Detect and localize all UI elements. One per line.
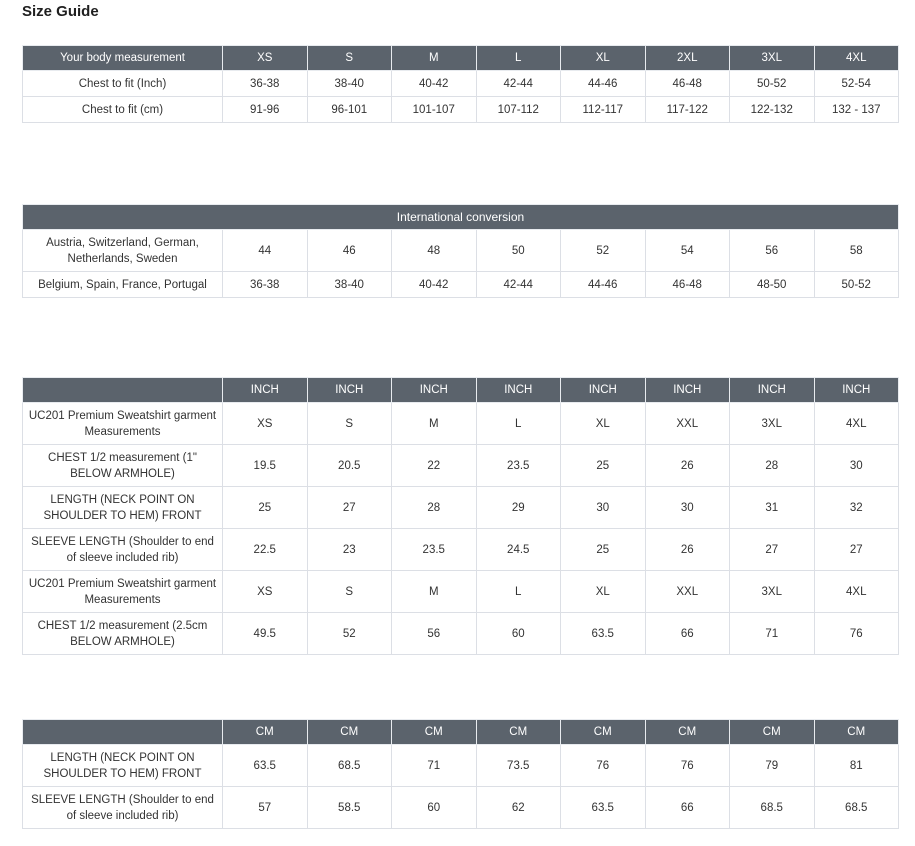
table-cell: 44 bbox=[223, 230, 308, 272]
header-cell: INCH bbox=[392, 378, 477, 403]
international-conversion-table bbox=[22, 204, 899, 298]
table-header-row bbox=[23, 205, 899, 230]
header-cell: Your body measurement bbox=[23, 46, 223, 71]
table-cell: 42-44 bbox=[476, 272, 561, 298]
table-cell: 66 bbox=[645, 787, 730, 829]
table-row bbox=[23, 71, 899, 97]
table-row bbox=[23, 445, 899, 487]
table-cell: 30 bbox=[561, 487, 646, 529]
header-cell: CM bbox=[476, 720, 561, 745]
row-label: Chest to fit (cm) bbox=[23, 97, 223, 123]
table-cell: 3XL bbox=[730, 571, 815, 613]
table-cell: 23 bbox=[307, 529, 392, 571]
header-cell: M bbox=[392, 46, 477, 71]
table-cell: 3XL bbox=[730, 403, 815, 445]
table-header-row bbox=[23, 46, 899, 71]
table-cell: 68.5 bbox=[730, 787, 815, 829]
table-cell: 50-52 bbox=[814, 272, 899, 298]
table-cell: XL bbox=[561, 571, 646, 613]
table-cell: 50-52 bbox=[730, 71, 815, 97]
table-cell: 29 bbox=[476, 487, 561, 529]
table-cell: S bbox=[307, 571, 392, 613]
table-cell: 112-117 bbox=[561, 97, 646, 123]
table-cell: XL bbox=[561, 403, 646, 445]
table-cell: 52 bbox=[561, 230, 646, 272]
row-label: UC201 Premium Sweatshirt garment Measurements bbox=[23, 571, 223, 613]
header-cell: INCH bbox=[645, 378, 730, 403]
table-cell: 71 bbox=[392, 745, 477, 787]
table-cell: XXL bbox=[645, 571, 730, 613]
table-cell: 81 bbox=[814, 745, 899, 787]
header-cell: INCH bbox=[730, 378, 815, 403]
garment-inch-table bbox=[22, 377, 899, 655]
table-cell: 36-38 bbox=[223, 71, 308, 97]
page-title: Size Guide bbox=[22, 3, 99, 20]
table-cell: 66 bbox=[645, 613, 730, 655]
body-measurement-table bbox=[22, 45, 899, 123]
table-cell: L bbox=[476, 403, 561, 445]
table-cell: 107-112 bbox=[476, 97, 561, 123]
table-cell: 56 bbox=[392, 613, 477, 655]
table-cell: 60 bbox=[392, 787, 477, 829]
table-cell: 28 bbox=[392, 487, 477, 529]
table-cell: 27 bbox=[814, 529, 899, 571]
table-cell: 31 bbox=[730, 487, 815, 529]
table-cell: 36-38 bbox=[223, 272, 308, 298]
table-cell: 60 bbox=[476, 613, 561, 655]
table-cell: 91-96 bbox=[223, 97, 308, 123]
row-label: SLEEVE LENGTH (Shoulder to end of sleeve included rib) bbox=[23, 787, 223, 829]
table-cell: 25 bbox=[223, 487, 308, 529]
header-cell: CM bbox=[814, 720, 899, 745]
table-cell: 63.5 bbox=[561, 613, 646, 655]
table-cell: 63.5 bbox=[223, 745, 308, 787]
table-cell: 46-48 bbox=[645, 71, 730, 97]
header-cell: INCH bbox=[476, 378, 561, 403]
row-label: SLEEVE LENGTH (Shoulder to end of sleeve included rib) bbox=[23, 529, 223, 571]
table-cell: 132 - 137 bbox=[814, 97, 899, 123]
table-cell: 96-101 bbox=[307, 97, 392, 123]
table-cell: 52 bbox=[307, 613, 392, 655]
header-cell: INCH bbox=[561, 378, 646, 403]
header-cell: INCH bbox=[814, 378, 899, 403]
row-label: UC201 Premium Sweatshirt garment Measurements bbox=[23, 403, 223, 445]
table-cell: 27 bbox=[730, 529, 815, 571]
table-cell: 24.5 bbox=[476, 529, 561, 571]
header-cell: CM bbox=[561, 720, 646, 745]
table-cell: 79 bbox=[730, 745, 815, 787]
header-cell: INCH bbox=[223, 378, 308, 403]
table-cell: 30 bbox=[814, 445, 899, 487]
table-cell: M bbox=[392, 403, 477, 445]
table-cell: 76 bbox=[814, 613, 899, 655]
header-cell: 3XL bbox=[730, 46, 815, 71]
table-cell: 23.5 bbox=[392, 529, 477, 571]
table-cell: 58 bbox=[814, 230, 899, 272]
table-cell: 44-46 bbox=[561, 71, 646, 97]
table-cell: 42-44 bbox=[476, 71, 561, 97]
table-cell: 76 bbox=[645, 745, 730, 787]
table-cell: XS bbox=[223, 403, 308, 445]
header-cell: L bbox=[476, 46, 561, 71]
header-cell bbox=[23, 720, 223, 745]
table-cell: 68.5 bbox=[814, 787, 899, 829]
table-cell: 40-42 bbox=[392, 71, 477, 97]
header-cell: CM bbox=[392, 720, 477, 745]
table-cell: 57 bbox=[223, 787, 308, 829]
table-cell: 62 bbox=[476, 787, 561, 829]
table-cell: 22 bbox=[392, 445, 477, 487]
table-cell: 63.5 bbox=[561, 787, 646, 829]
table-row bbox=[23, 571, 899, 613]
table-cell: 49.5 bbox=[223, 613, 308, 655]
table-row bbox=[23, 529, 899, 571]
table-row bbox=[23, 787, 899, 829]
table-cell: 76 bbox=[561, 745, 646, 787]
header-cell: INCH bbox=[307, 378, 392, 403]
table-cell: 25 bbox=[561, 445, 646, 487]
table-cell: 26 bbox=[645, 445, 730, 487]
table-cell: 122-132 bbox=[730, 97, 815, 123]
header-cell: CM bbox=[307, 720, 392, 745]
header-cell: XL bbox=[561, 46, 646, 71]
table-cell: 46-48 bbox=[645, 272, 730, 298]
row-label: CHEST 1/2 measurement (1" BELOW ARMHOLE) bbox=[23, 445, 223, 487]
table-cell: 23.5 bbox=[476, 445, 561, 487]
table-cell: 46 bbox=[307, 230, 392, 272]
table-cell: 68.5 bbox=[307, 745, 392, 787]
table-cell: 40-42 bbox=[392, 272, 477, 298]
table-cell: 22.5 bbox=[223, 529, 308, 571]
header-cell: International conversion bbox=[23, 205, 899, 230]
table-header-row bbox=[23, 720, 899, 745]
table-cell: L bbox=[476, 571, 561, 613]
table-cell: 117-122 bbox=[645, 97, 730, 123]
row-label: Belgium, Spain, France, Portugal bbox=[23, 272, 223, 298]
table-cell: 30 bbox=[645, 487, 730, 529]
table-row bbox=[23, 230, 899, 272]
table-cell: 101-107 bbox=[392, 97, 477, 123]
table-cell: 32 bbox=[814, 487, 899, 529]
row-label: LENGTH (NECK POINT ON SHOULDER TO HEM) FRONT bbox=[23, 487, 223, 529]
header-cell: CM bbox=[223, 720, 308, 745]
table-cell: 71 bbox=[730, 613, 815, 655]
table-row bbox=[23, 745, 899, 787]
table-cell: 48 bbox=[392, 230, 477, 272]
row-label: Austria, Switzerland, German, Netherlands, Sweden bbox=[23, 230, 223, 272]
table-cell: 38-40 bbox=[307, 272, 392, 298]
table-cell: XS bbox=[223, 571, 308, 613]
header-cell: S bbox=[307, 46, 392, 71]
table-cell: 4XL bbox=[814, 571, 899, 613]
table-cell: 27 bbox=[307, 487, 392, 529]
table-cell: 52-54 bbox=[814, 71, 899, 97]
table-cell: 38-40 bbox=[307, 71, 392, 97]
table-row bbox=[23, 613, 899, 655]
table-cell: 44-46 bbox=[561, 272, 646, 298]
table-cell: 50 bbox=[476, 230, 561, 272]
table-cell: 4XL bbox=[814, 403, 899, 445]
table-row bbox=[23, 403, 899, 445]
header-cell: 4XL bbox=[814, 46, 899, 71]
table-cell: 73.5 bbox=[476, 745, 561, 787]
table-cell: XXL bbox=[645, 403, 730, 445]
row-label: Chest to fit (Inch) bbox=[23, 71, 223, 97]
table-cell: M bbox=[392, 571, 477, 613]
table-cell: 54 bbox=[645, 230, 730, 272]
table-cell: 19.5 bbox=[223, 445, 308, 487]
header-cell: CM bbox=[645, 720, 730, 745]
table-cell: 48-50 bbox=[730, 272, 815, 298]
table-row bbox=[23, 487, 899, 529]
table-row bbox=[23, 272, 899, 298]
table-cell: 56 bbox=[730, 230, 815, 272]
table-row bbox=[23, 97, 899, 123]
table-header-row bbox=[23, 378, 899, 403]
row-label: CHEST 1/2 measurement (2.5cm BELOW ARMHOLE) bbox=[23, 613, 223, 655]
garment-cm-table bbox=[22, 719, 899, 829]
header-cell bbox=[23, 378, 223, 403]
table-cell: 28 bbox=[730, 445, 815, 487]
row-label: LENGTH (NECK POINT ON SHOULDER TO HEM) FRONT bbox=[23, 745, 223, 787]
table-cell: 58.5 bbox=[307, 787, 392, 829]
header-cell: 2XL bbox=[645, 46, 730, 71]
table-cell: 26 bbox=[645, 529, 730, 571]
table-cell: 20.5 bbox=[307, 445, 392, 487]
header-cell: XS bbox=[223, 46, 308, 71]
table-cell: 25 bbox=[561, 529, 646, 571]
header-cell: CM bbox=[730, 720, 815, 745]
table-cell: S bbox=[307, 403, 392, 445]
